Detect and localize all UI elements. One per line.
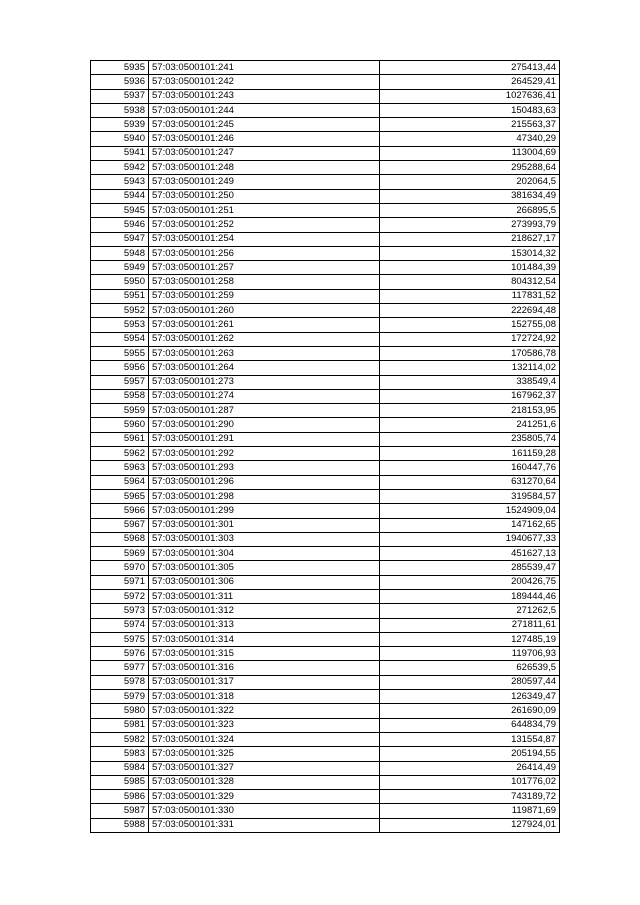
row-number-cell: 5966	[91, 504, 149, 518]
cadastral-number-cell: 57:03:0500101:299	[149, 504, 380, 518]
cadastral-number-cell: 57:03:0500101:311	[149, 589, 380, 603]
table-row	[91, 489, 560, 503]
cadastral-number-cell: 57:03:0500101:264	[149, 361, 380, 375]
cadastral-value-cell: 1940677,33	[380, 532, 560, 546]
cadastral-number-cell: 57:03:0500101:315	[149, 647, 380, 661]
cadastral-number-cell: 57:03:0500101:244	[149, 103, 380, 117]
row-number-cell: 5944	[91, 189, 149, 203]
table-row	[91, 704, 560, 718]
cadastral-value-cell: 626539,5	[380, 661, 560, 675]
row-number-cell: 5975	[91, 632, 149, 646]
cadastral-value-cell: 295288,64	[380, 161, 560, 175]
row-number-cell: 5958	[91, 389, 149, 403]
cadastral-number-cell: 57:03:0500101:329	[149, 790, 380, 804]
cadastral-value-cell: 202064,5	[380, 175, 560, 189]
table-row	[91, 532, 560, 546]
table-row	[91, 146, 560, 160]
row-number-cell: 5953	[91, 318, 149, 332]
row-number-cell: 5978	[91, 675, 149, 689]
cadastral-number-cell: 57:03:0500101:292	[149, 447, 380, 461]
row-number-cell: 5942	[91, 161, 149, 175]
table-row	[91, 732, 560, 746]
row-number-cell: 5955	[91, 346, 149, 360]
row-number-cell: 5948	[91, 246, 149, 260]
cadastral-number-cell: 57:03:0500101:263	[149, 346, 380, 360]
cadastral-number-cell: 57:03:0500101:260	[149, 304, 380, 318]
cadastral-number-cell: 57:03:0500101:252	[149, 218, 380, 232]
table-row	[91, 604, 560, 618]
table-row	[91, 632, 560, 646]
table-row	[91, 75, 560, 89]
row-number-cell: 5987	[91, 804, 149, 818]
row-number-cell: 5976	[91, 647, 149, 661]
table-row	[91, 404, 560, 418]
table-row	[91, 647, 560, 661]
cadastral-value-cell: 170586,78	[380, 346, 560, 360]
cadastral-number-cell: 57:03:0500101:328	[149, 775, 380, 789]
row-number-cell: 5947	[91, 232, 149, 246]
cadastral-number-cell: 57:03:0500101:258	[149, 275, 380, 289]
cadastral-number-cell: 57:03:0500101:250	[149, 189, 380, 203]
cadastral-value-cell: 189444,46	[380, 589, 560, 603]
cadastral-value-cell: 644834,79	[380, 718, 560, 732]
row-number-cell: 5941	[91, 146, 149, 160]
cadastral-value-cell: 131554,87	[380, 732, 560, 746]
cadastral-value-cell: 147162,65	[380, 518, 560, 532]
row-number-cell: 5950	[91, 275, 149, 289]
cadastral-value-cell: 743189,72	[380, 790, 560, 804]
table-row	[91, 818, 560, 832]
row-number-cell: 5937	[91, 89, 149, 103]
cadastral-value-cell: 127924,01	[380, 818, 560, 832]
cadastral-number-cell: 57:03:0500101:290	[149, 418, 380, 432]
cadastral-number-cell: 57:03:0500101:312	[149, 604, 380, 618]
row-number-cell: 5940	[91, 132, 149, 146]
table-row	[91, 161, 560, 175]
cadastral-number-cell: 57:03:0500101:296	[149, 475, 380, 489]
cadastral-value-cell: 261690,09	[380, 704, 560, 718]
row-number-cell: 5960	[91, 418, 149, 432]
table-row	[91, 189, 560, 203]
row-number-cell: 5982	[91, 732, 149, 746]
cadastral-value-cell: 153014,32	[380, 246, 560, 260]
row-number-cell: 5938	[91, 103, 149, 117]
cadastral-number-cell: 57:03:0500101:322	[149, 704, 380, 718]
row-number-cell: 5945	[91, 203, 149, 217]
row-number-cell: 5961	[91, 432, 149, 446]
table-row	[91, 275, 560, 289]
row-number-cell: 5957	[91, 375, 149, 389]
row-number-cell: 5954	[91, 332, 149, 346]
table-row	[91, 375, 560, 389]
table-row	[91, 118, 560, 132]
row-number-cell: 5986	[91, 790, 149, 804]
row-number-cell: 5974	[91, 618, 149, 632]
row-number-cell: 5984	[91, 761, 149, 775]
cadastral-number-cell: 57:03:0500101:247	[149, 146, 380, 160]
table-row	[91, 175, 560, 189]
cadastral-value-cell: 631270,64	[380, 475, 560, 489]
cadastral-number-cell: 57:03:0500101:323	[149, 718, 380, 732]
cadastral-number-cell: 57:03:0500101:245	[149, 118, 380, 132]
cadastral-number-cell: 57:03:0500101:316	[149, 661, 380, 675]
cadastral-number-cell: 57:03:0500101:324	[149, 732, 380, 746]
cadastral-value-cell: 161159,28	[380, 447, 560, 461]
cadastral-value-cell: 275413,44	[380, 61, 560, 75]
row-number-cell: 5970	[91, 561, 149, 575]
cadastral-value-table	[90, 60, 560, 833]
cadastral-value-cell: 101484,39	[380, 261, 560, 275]
cadastral-number-cell: 57:03:0500101:254	[149, 232, 380, 246]
row-number-cell: 5979	[91, 690, 149, 704]
table-row	[91, 418, 560, 432]
table-row	[91, 246, 560, 260]
cadastral-value-cell: 215563,37	[380, 118, 560, 132]
cadastral-number-cell: 57:03:0500101:325	[149, 747, 380, 761]
cadastral-number-cell: 57:03:0500101:317	[149, 675, 380, 689]
cadastral-value-cell: 113004,69	[380, 146, 560, 160]
cadastral-number-cell: 57:03:0500101:298	[149, 489, 380, 503]
cadastral-value-cell: 381634,49	[380, 189, 560, 203]
cadastral-value-cell: 319584,57	[380, 489, 560, 503]
table-row	[91, 690, 560, 704]
row-number-cell: 5968	[91, 532, 149, 546]
row-number-cell: 5963	[91, 461, 149, 475]
cadastral-value-cell: 1027636,41	[380, 89, 560, 103]
row-number-cell: 5952	[91, 304, 149, 318]
cadastral-number-cell: 57:03:0500101:304	[149, 547, 380, 561]
table-row	[91, 132, 560, 146]
cadastral-number-cell: 57:03:0500101:243	[149, 89, 380, 103]
table-row	[91, 261, 560, 275]
cadastral-number-cell: 57:03:0500101:313	[149, 618, 380, 632]
row-number-cell: 5972	[91, 589, 149, 603]
row-number-cell: 5935	[91, 61, 149, 75]
table-row	[91, 346, 560, 360]
cadastral-value-cell: 1524909,04	[380, 504, 560, 518]
cadastral-value-cell: 117831,52	[380, 289, 560, 303]
cadastral-value-cell: 241251,6	[380, 418, 560, 432]
table-row	[91, 775, 560, 789]
cadastral-value-cell: 218153,95	[380, 404, 560, 418]
row-number-cell: 5951	[91, 289, 149, 303]
cadastral-number-cell: 57:03:0500101:262	[149, 332, 380, 346]
table-row	[91, 389, 560, 403]
cadastral-value-cell: 172724,92	[380, 332, 560, 346]
table-row	[91, 361, 560, 375]
cadastral-number-cell: 57:03:0500101:287	[149, 404, 380, 418]
cadastral-value-cell: 271811,61	[380, 618, 560, 632]
table-row	[91, 432, 560, 446]
cadastral-value-cell: 167962,37	[380, 389, 560, 403]
cadastral-value-cell: 235805,74	[380, 432, 560, 446]
cadastral-value-cell: 152755,08	[380, 318, 560, 332]
cadastral-value-cell: 451627,13	[380, 547, 560, 561]
table-row	[91, 747, 560, 761]
row-number-cell: 5988	[91, 818, 149, 832]
row-number-cell: 5985	[91, 775, 149, 789]
row-number-cell: 5959	[91, 404, 149, 418]
table-row	[91, 547, 560, 561]
table-row	[91, 232, 560, 246]
table-row	[91, 618, 560, 632]
cadastral-value-cell: 804312,54	[380, 275, 560, 289]
cadastral-value-cell: 338549,4	[380, 375, 560, 389]
cadastral-number-cell: 57:03:0500101:241	[149, 61, 380, 75]
cadastral-number-cell: 57:03:0500101:251	[149, 203, 380, 217]
cadastral-number-cell: 57:03:0500101:327	[149, 761, 380, 775]
cadastral-value-cell: 205194,55	[380, 747, 560, 761]
table-row	[91, 790, 560, 804]
table-row	[91, 518, 560, 532]
table-body	[91, 61, 560, 833]
table-row	[91, 332, 560, 346]
cadastral-number-cell: 57:03:0500101:301	[149, 518, 380, 532]
cadastral-number-cell: 57:03:0500101:314	[149, 632, 380, 646]
cadastral-number-cell: 57:03:0500101:242	[149, 75, 380, 89]
table-row	[91, 447, 560, 461]
table-row	[91, 589, 560, 603]
table-row	[91, 218, 560, 232]
cadastral-value-cell: 119871,69	[380, 804, 560, 818]
cadastral-value-cell: 264529,41	[380, 75, 560, 89]
cadastral-value-cell: 101776,02	[380, 775, 560, 789]
table-row	[91, 804, 560, 818]
row-number-cell: 5962	[91, 447, 149, 461]
cadastral-value-cell: 26414,49	[380, 761, 560, 775]
row-number-cell: 5973	[91, 604, 149, 618]
cadastral-number-cell: 57:03:0500101:274	[149, 389, 380, 403]
cadastral-value-cell: 285539,47	[380, 561, 560, 575]
row-number-cell: 5981	[91, 718, 149, 732]
cadastral-value-cell: 273993,79	[380, 218, 560, 232]
cadastral-number-cell: 57:03:0500101:257	[149, 261, 380, 275]
row-number-cell: 5971	[91, 575, 149, 589]
cadastral-value-cell: 132114,02	[380, 361, 560, 375]
cadastral-value-cell: 160447,76	[380, 461, 560, 475]
row-number-cell: 5983	[91, 747, 149, 761]
cadastral-number-cell: 57:03:0500101:248	[149, 161, 380, 175]
cadastral-number-cell: 57:03:0500101:273	[149, 375, 380, 389]
cadastral-number-cell: 57:03:0500101:306	[149, 575, 380, 589]
table-row	[91, 318, 560, 332]
table-row	[91, 61, 560, 75]
table-row	[91, 304, 560, 318]
cadastral-value-cell: 266895,5	[380, 203, 560, 217]
cadastral-number-cell: 57:03:0500101:259	[149, 289, 380, 303]
cadastral-number-cell: 57:03:0500101:305	[149, 561, 380, 575]
cadastral-number-cell: 57:03:0500101:303	[149, 532, 380, 546]
row-number-cell: 5980	[91, 704, 149, 718]
table-row	[91, 575, 560, 589]
cadastral-value-cell: 280597,44	[380, 675, 560, 689]
table-row	[91, 504, 560, 518]
table-row	[91, 103, 560, 117]
table-row	[91, 89, 560, 103]
cadastral-value-cell: 126349,47	[380, 690, 560, 704]
cadastral-value-cell: 127485,19	[380, 632, 560, 646]
cadastral-number-cell: 57:03:0500101:261	[149, 318, 380, 332]
cadastral-value-cell: 119706,93	[380, 647, 560, 661]
table-row	[91, 289, 560, 303]
row-number-cell: 5965	[91, 489, 149, 503]
row-number-cell: 5939	[91, 118, 149, 132]
table-row	[91, 761, 560, 775]
cadastral-number-cell: 57:03:0500101:291	[149, 432, 380, 446]
cadastral-value-cell: 222694,48	[380, 304, 560, 318]
cadastral-number-cell: 57:03:0500101:246	[149, 132, 380, 146]
table-row	[91, 203, 560, 217]
table-row	[91, 675, 560, 689]
row-number-cell: 5949	[91, 261, 149, 275]
table-row	[91, 718, 560, 732]
cadastral-value-cell: 200426,75	[380, 575, 560, 589]
cadastral-value-cell: 47340,29	[380, 132, 560, 146]
table-row	[91, 561, 560, 575]
row-number-cell: 5977	[91, 661, 149, 675]
row-number-cell: 5967	[91, 518, 149, 532]
cadastral-number-cell: 57:03:0500101:318	[149, 690, 380, 704]
cadastral-number-cell: 57:03:0500101:331	[149, 818, 380, 832]
cadastral-number-cell: 57:03:0500101:330	[149, 804, 380, 818]
row-number-cell: 5936	[91, 75, 149, 89]
row-number-cell: 5946	[91, 218, 149, 232]
cadastral-value-cell: 218627,17	[380, 232, 560, 246]
row-number-cell: 5956	[91, 361, 149, 375]
row-number-cell: 5964	[91, 475, 149, 489]
row-number-cell: 5969	[91, 547, 149, 561]
cadastral-number-cell: 57:03:0500101:293	[149, 461, 380, 475]
table-row	[91, 461, 560, 475]
cadastral-number-cell: 57:03:0500101:256	[149, 246, 380, 260]
cadastral-value-cell: 150483,63	[380, 103, 560, 117]
table-row	[91, 475, 560, 489]
cadastral-number-cell: 57:03:0500101:249	[149, 175, 380, 189]
row-number-cell: 5943	[91, 175, 149, 189]
table-row	[91, 661, 560, 675]
cadastral-value-cell: 271262,5	[380, 604, 560, 618]
